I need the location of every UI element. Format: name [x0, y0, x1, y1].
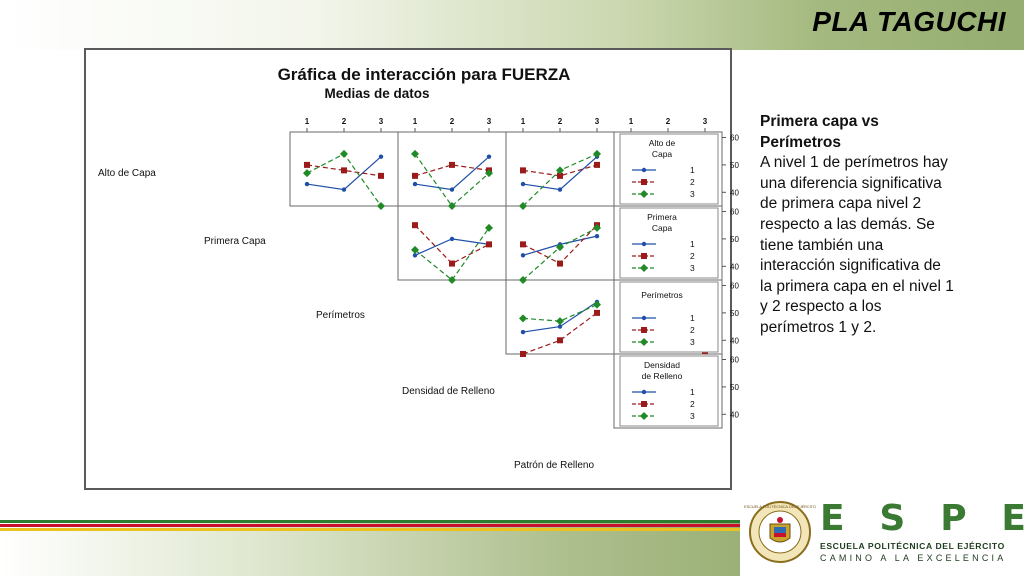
legend-title: Alto de	[648, 138, 676, 148]
data-point	[486, 241, 492, 247]
legend-entry: 2	[690, 399, 695, 409]
data-point	[520, 351, 526, 357]
data-point	[413, 182, 417, 186]
y-tick-label: 60	[730, 133, 739, 143]
espe-wordmark	[820, 498, 1026, 539]
description-panel	[760, 112, 1010, 339]
description-line: respecto a las demás. Se	[760, 215, 935, 233]
x-tick-label: 2	[665, 117, 671, 126]
data-point	[594, 310, 600, 316]
espe-letter: E	[820, 498, 845, 539]
espe-letter: S	[879, 498, 906, 539]
description-line: interacción significativa de	[760, 257, 941, 275]
y-tick-label: 40	[730, 336, 739, 346]
description-line: tiene también una	[760, 236, 884, 254]
description-heading-1: Primera capa vs	[760, 113, 879, 130]
interaction-plot	[84, 48, 739, 490]
espe-letter: E	[1001, 498, 1026, 539]
x-tick-label: 1	[412, 117, 418, 126]
espe-seal-icon	[744, 500, 816, 564]
description-line: y 2 respecto a los	[760, 298, 882, 316]
data-point	[595, 234, 599, 238]
description-heading-2: Perímetros	[760, 133, 841, 151]
espe-subtitle: ESCUELA POLITÉCNICA DEL EJÉRCITO	[820, 541, 1005, 551]
data-point	[487, 154, 491, 158]
data-point	[557, 261, 563, 267]
slide-title: PLA TAGUCHI	[812, 6, 1006, 37]
y-tick-label: 50	[730, 234, 739, 244]
y-tick-label: 40	[730, 188, 739, 198]
legend-entry: 3	[690, 411, 695, 421]
description-line: perímetros 1 y 2.	[760, 318, 877, 336]
data-point	[642, 390, 646, 394]
description-line: una diferencia significativa	[760, 174, 942, 192]
espe-motto: CAMINO A LA EXCELENCIA	[820, 553, 1007, 563]
x-tick-label: 1	[520, 117, 526, 126]
legend-title: Densidad	[644, 360, 680, 370]
y-tick-label: 40	[730, 262, 739, 272]
x-tick-label: 1	[628, 117, 634, 126]
factor-label: Primera Capa	[204, 236, 266, 247]
y-tick-label: 60	[730, 355, 739, 365]
stripe-yellow	[0, 528, 740, 531]
data-point	[521, 182, 525, 186]
data-point	[594, 162, 600, 168]
y-tick-label: 60	[730, 207, 739, 217]
legend-title: Perímetros	[641, 290, 683, 300]
legend-entry: 3	[690, 337, 695, 347]
data-point	[641, 327, 647, 333]
y-tick-label: 40	[730, 410, 739, 420]
data-point	[449, 261, 455, 267]
legend-entry: 1	[690, 387, 695, 397]
data-point	[412, 173, 418, 179]
stripe-red	[0, 524, 740, 527]
description-line: de primera capa nivel 2	[760, 195, 922, 213]
legend-entry: 1	[690, 165, 695, 175]
espe-letter: P	[940, 498, 967, 539]
data-point	[412, 222, 418, 228]
legend-entry: 3	[690, 189, 695, 199]
data-point	[449, 162, 455, 168]
data-point	[641, 179, 647, 185]
legend-title: Capa	[651, 223, 673, 233]
legend-title: de Relleno	[641, 371, 683, 381]
x-tick-label: 3	[378, 117, 384, 126]
x-tick-label: 1	[304, 117, 310, 126]
data-point	[641, 253, 647, 259]
x-tick-label: 2	[557, 117, 563, 126]
legend-title: Primera	[647, 212, 677, 222]
data-point	[520, 241, 526, 247]
data-point	[341, 167, 347, 173]
y-tick-label: 50	[730, 160, 739, 170]
x-tick-label: 3	[594, 117, 600, 126]
description-body	[760, 153, 1010, 338]
data-point	[521, 330, 525, 334]
data-point	[378, 173, 384, 179]
data-point	[520, 167, 526, 173]
x-tick-label: 2	[449, 117, 455, 126]
legend-title: Capa	[651, 149, 673, 159]
legend-entry: 1	[690, 239, 695, 249]
seal-text: ESCUELA POLITÉCNICA DEL EJÉRCITO	[744, 505, 816, 509]
chart-subtitle: Medias de datos	[324, 86, 430, 101]
data-point	[305, 182, 309, 186]
interaction-plot-svg	[86, 50, 739, 484]
data-point	[641, 401, 647, 407]
y-tick-label: 50	[730, 382, 739, 392]
data-point	[558, 187, 562, 191]
data-point	[557, 337, 563, 343]
data-point	[642, 316, 646, 320]
description-line: A nivel 1 de perímetros hay	[760, 154, 948, 172]
espe-logo	[740, 496, 1024, 576]
data-point	[450, 237, 454, 241]
legend-entry: 2	[690, 177, 695, 187]
legend-entry: 3	[690, 263, 695, 273]
data-point	[450, 187, 454, 191]
legend-entry: 1	[690, 313, 695, 323]
data-point	[642, 168, 646, 172]
x-tick-label: 3	[702, 117, 708, 126]
description-line: la primera capa en el nivel 1	[760, 277, 954, 295]
x-tick-label: 3	[486, 117, 492, 126]
y-tick-label: 60	[730, 281, 739, 291]
factor-label: Patrón de Relleno	[513, 460, 595, 471]
factor-label: Densidad de Relleno	[402, 386, 495, 397]
data-point	[642, 242, 646, 246]
stripe-green	[0, 520, 740, 523]
factor-label: Perímetros	[316, 310, 365, 321]
y-tick-label: 50	[730, 308, 739, 318]
data-point	[342, 187, 346, 191]
data-point	[379, 154, 383, 158]
factor-label: Alto de Capa	[98, 168, 156, 179]
data-point	[521, 253, 525, 257]
legend-entry: 2	[690, 251, 695, 261]
x-tick-label: 2	[341, 117, 347, 126]
legend-entry: 2	[690, 325, 695, 335]
chart-title: Gráfica de interacción para FUERZA	[277, 65, 571, 84]
data-point	[304, 162, 310, 168]
